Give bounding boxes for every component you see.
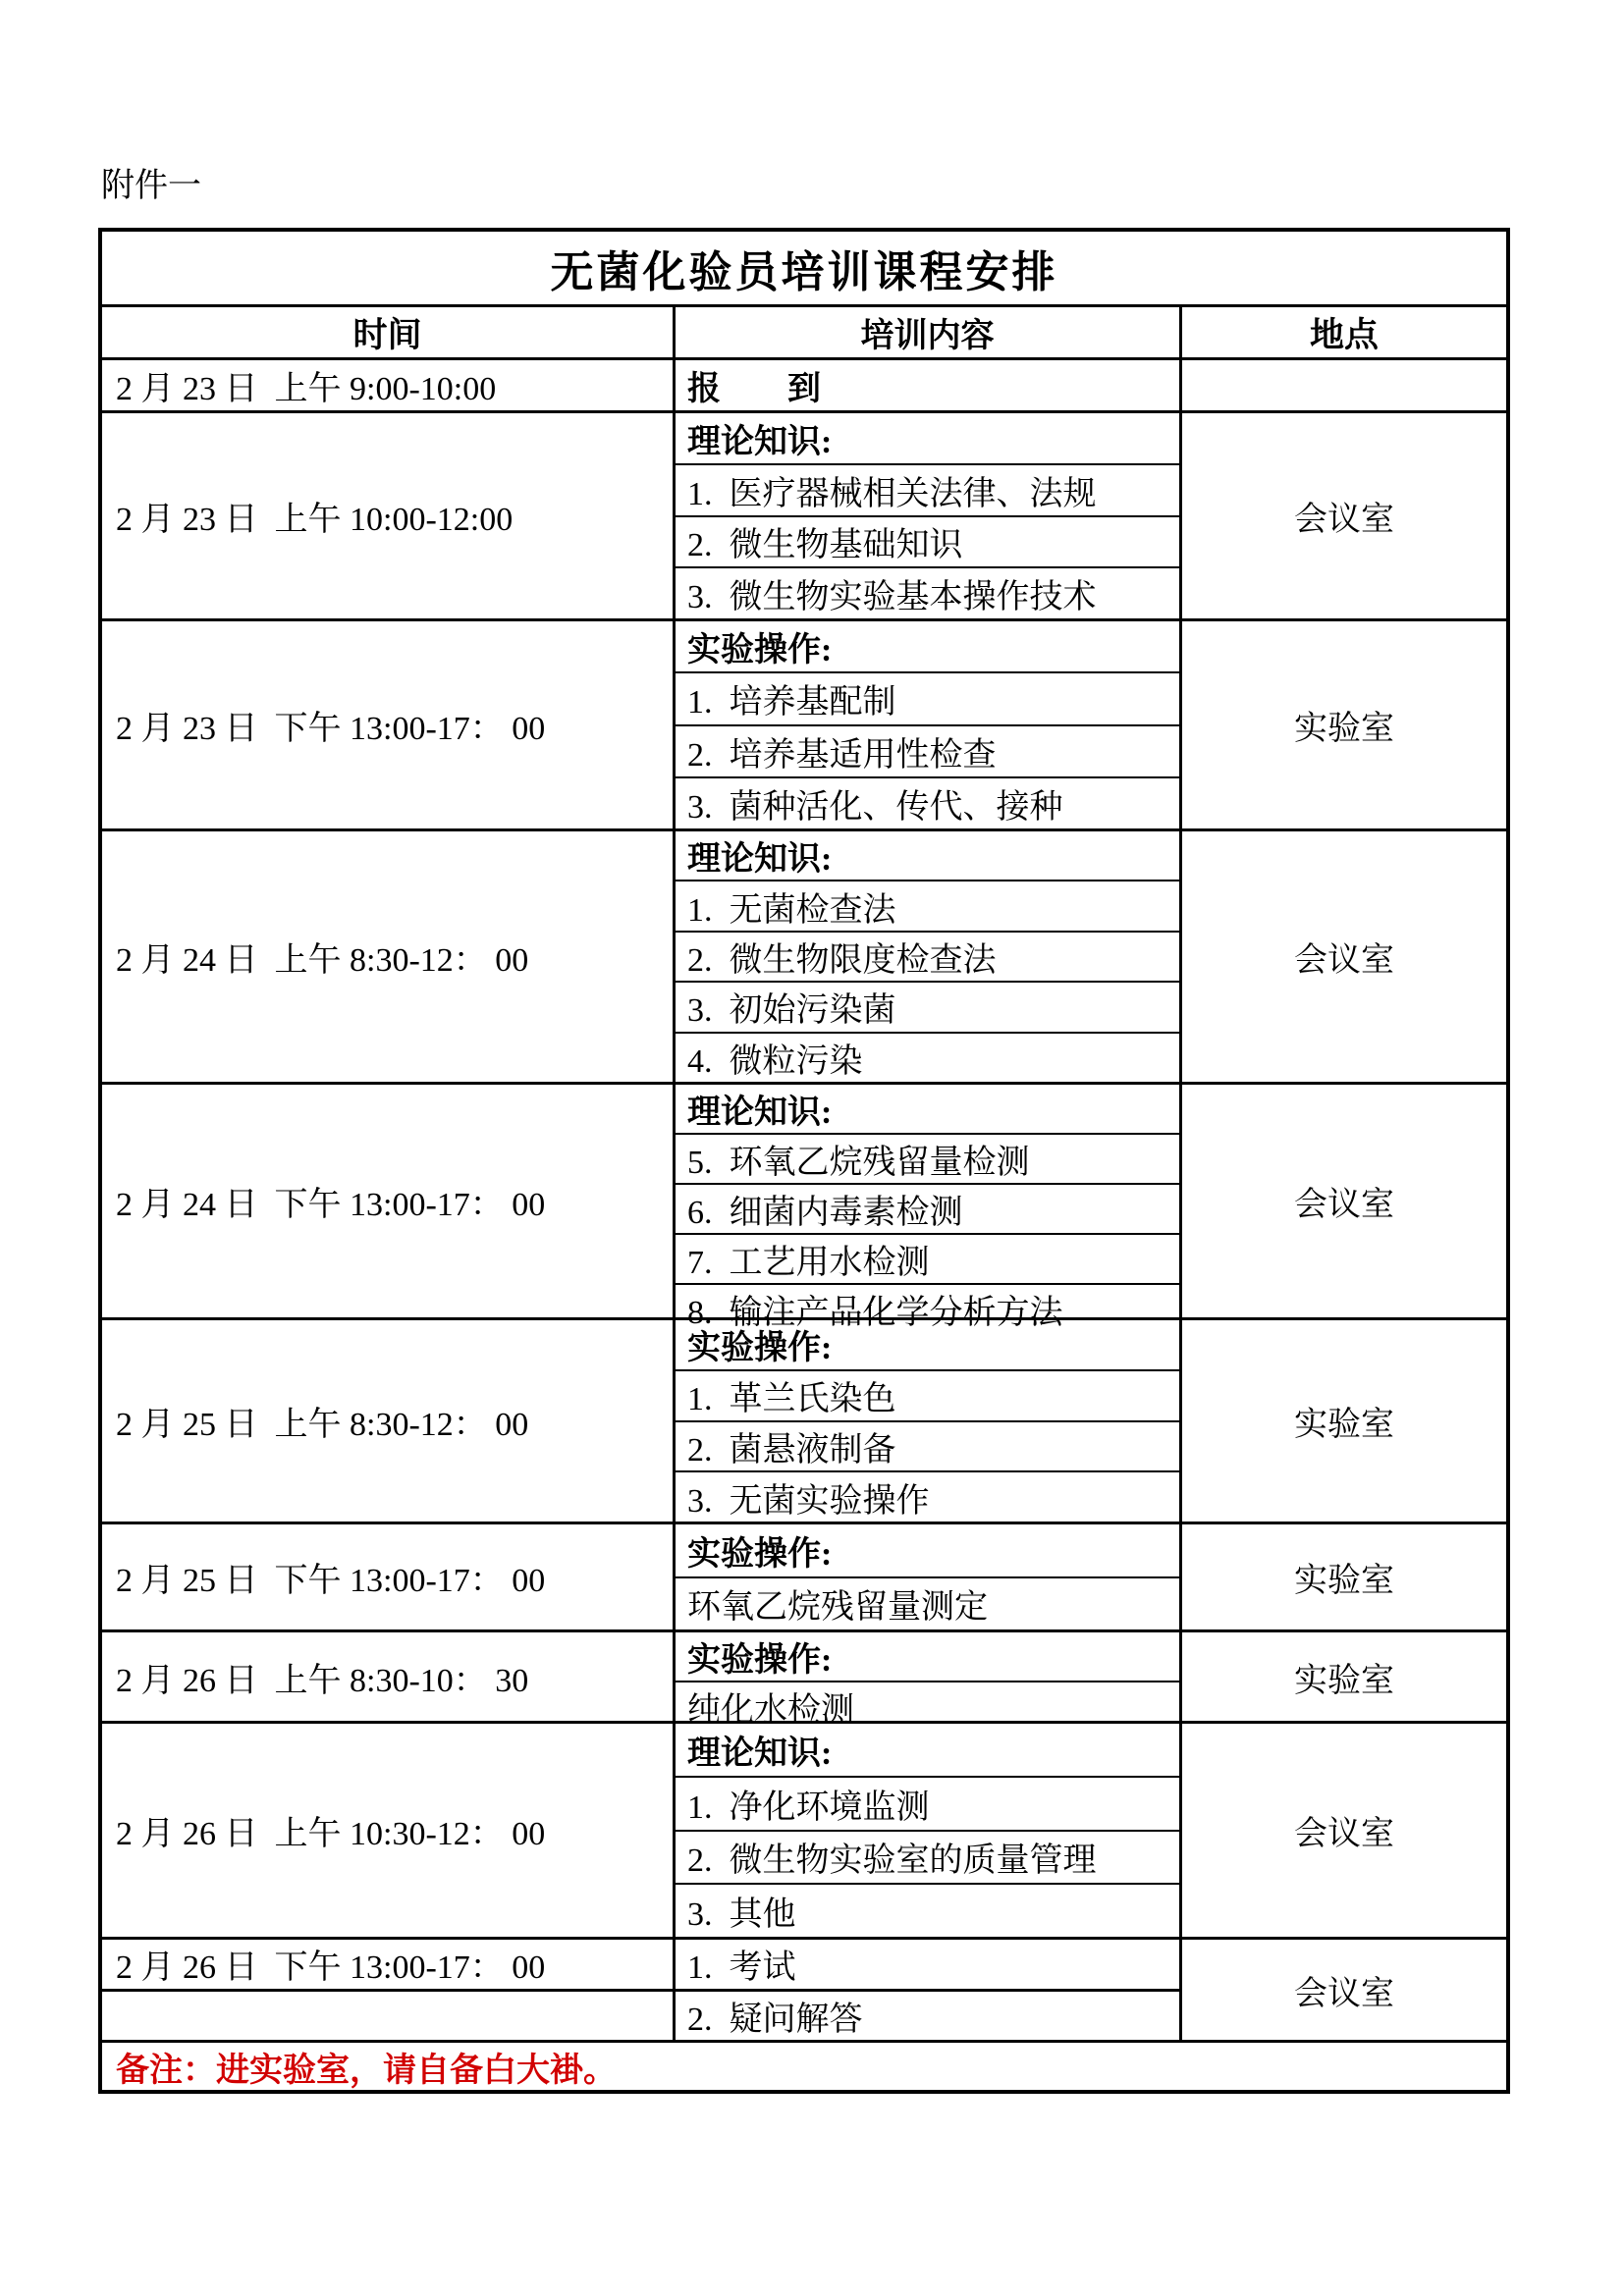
content-item: 2. 疑问解答 (676, 1992, 1182, 2041)
location-cell: 会议室 (1294, 1975, 1394, 2012)
time-cell: 2 月 25 日 上午 8:30-12： 00 (102, 1320, 676, 1522)
content-item: 理论知识: (687, 841, 833, 879)
schedule-table (98, 228, 1510, 2094)
header-content-cell (676, 307, 1182, 357)
content-item: 3. 菌种活化、传代、接种 (676, 776, 1179, 828)
content-item: 3. 初始污染菌 (676, 981, 1179, 1031)
header-content: 培训内容 (860, 318, 995, 354)
header-time: 时间 (102, 307, 676, 357)
location-cell: 实验室 (1294, 711, 1394, 747)
content-item: 7. 工艺用水检测 (676, 1233, 1179, 1283)
compound-line (102, 1989, 1182, 2041)
time-cell: 2 月 24 日 下午 13:00-17： 00 (102, 1085, 676, 1317)
content-item: 1. 培养基配制 (676, 671, 1179, 723)
header-location: 地点 (1309, 315, 1379, 354)
attachment-label: 附件一 (101, 168, 201, 204)
content-item: 1. 无菌检查法 (676, 880, 1179, 930)
content-item: 4. 微粒污染 (676, 1032, 1179, 1082)
location-cell: 会议室 (1294, 1816, 1394, 1852)
content-item: 1. 医疗器械相关法律、法规 (676, 463, 1179, 515)
time-cell: 2 月 24 日 上午 8:30-12： 00 (102, 831, 676, 1082)
content-item: 实验操作: (687, 1642, 833, 1679)
content-item: 环氧乙烷残留量测定 (676, 1576, 1179, 1630)
content-item: 纯化水检测 (676, 1681, 1179, 1731)
content-cell (676, 1320, 1182, 1522)
table-row (102, 1522, 1506, 1629)
table-row (102, 828, 1506, 1082)
compound-left (102, 1940, 1182, 2040)
compound-line (102, 1940, 1182, 1989)
table-row (102, 1317, 1506, 1522)
content-item: 3. 其他 (676, 1883, 1179, 1937)
content-item: 2. 微生物实验室的质量管理 (676, 1830, 1179, 1884)
location-cell (1182, 360, 1506, 410)
table-row (102, 410, 1506, 618)
content-item: 6. 细菌内毒素检测 (676, 1183, 1179, 1233)
time-cell: 2 月 23 日 下午 13:00-17： 00 (102, 621, 676, 828)
content-cell (676, 1632, 1182, 1729)
content-item: 理论知识: (687, 423, 833, 460)
content-item: 3. 无菌实验操作 (676, 1470, 1179, 1522)
location-cell: 实验室 (1294, 1407, 1394, 1443)
content-item: 1. 考试 (676, 1940, 1182, 1989)
content-item: 实验操作: (687, 632, 833, 669)
content-item: 实验操作: (687, 1535, 833, 1573)
table-row (102, 618, 1506, 828)
location-cell: 实验室 (1294, 1563, 1394, 1599)
table-title-row (102, 232, 1506, 304)
location-cell: 实验室 (1294, 1662, 1394, 1699)
location-cell: 会议室 (1294, 942, 1394, 979)
content-cell (676, 360, 1182, 410)
content-item: 3. 微生物实验基本操作技术 (676, 566, 1179, 618)
content-cell (676, 413, 1182, 618)
content-item: 2. 培养基适用性检查 (676, 724, 1179, 776)
content-cell (676, 1524, 1182, 1629)
content-item: 理论知识: (687, 1735, 833, 1772)
time-cell-empty (102, 1992, 676, 2041)
content-item: 5. 环氧乙烷残留量检测 (676, 1133, 1179, 1183)
content-item: 1. 革兰氏染色 (676, 1369, 1179, 1420)
location-cell: 会议室 (1294, 502, 1394, 538)
content-item: 2. 微生物基础知识 (676, 515, 1179, 567)
content-cell (676, 621, 1182, 828)
content-item: 2. 微生物限度检查法 (676, 931, 1179, 981)
time-cell: 2 月 26 日 上午 10:30-12： 00 (102, 1724, 676, 1937)
table-row (102, 357, 1506, 410)
table-title: 无菌化验员培训课程安排 (550, 248, 1058, 296)
time-cell: 2 月 23 日 上午 10:00-12:00 (102, 413, 676, 618)
note-row: 备注：进实验室，请自备白大褂。 (102, 2040, 1506, 2090)
content-item: 实验操作: (687, 1330, 833, 1367)
content-item: 1. 净化环境监测 (676, 1776, 1179, 1830)
table-row (102, 1629, 1506, 1729)
content-item: 理论知识: (687, 1095, 833, 1131)
content-item: 2. 菌悬液制备 (676, 1420, 1179, 1471)
content-cell (676, 1085, 1182, 1331)
table-row (102, 1082, 1506, 1331)
content-item: 报 到 (687, 371, 821, 407)
time-cell: 2 月 25 日 下午 13:00-17： 00 (102, 1524, 676, 1629)
time-cell: 2 月 26 日 上午 8:30-10： 30 (102, 1632, 676, 1721)
content-item: 8. 输注产品化学分析方法 (676, 1283, 1179, 1333)
table-row (102, 1721, 1506, 1937)
location-cell: 会议室 (1294, 1187, 1394, 1223)
time-cell: 2 月 26 日 下午 13:00-17： 00 (102, 1940, 676, 1989)
table-row (102, 1937, 1506, 2040)
table-header-row (102, 304, 1506, 357)
content-cell (676, 831, 1182, 1082)
time-cell: 2 月 23 日 上午 9:00-10:00 (102, 360, 676, 410)
content-cell (676, 1724, 1182, 1937)
